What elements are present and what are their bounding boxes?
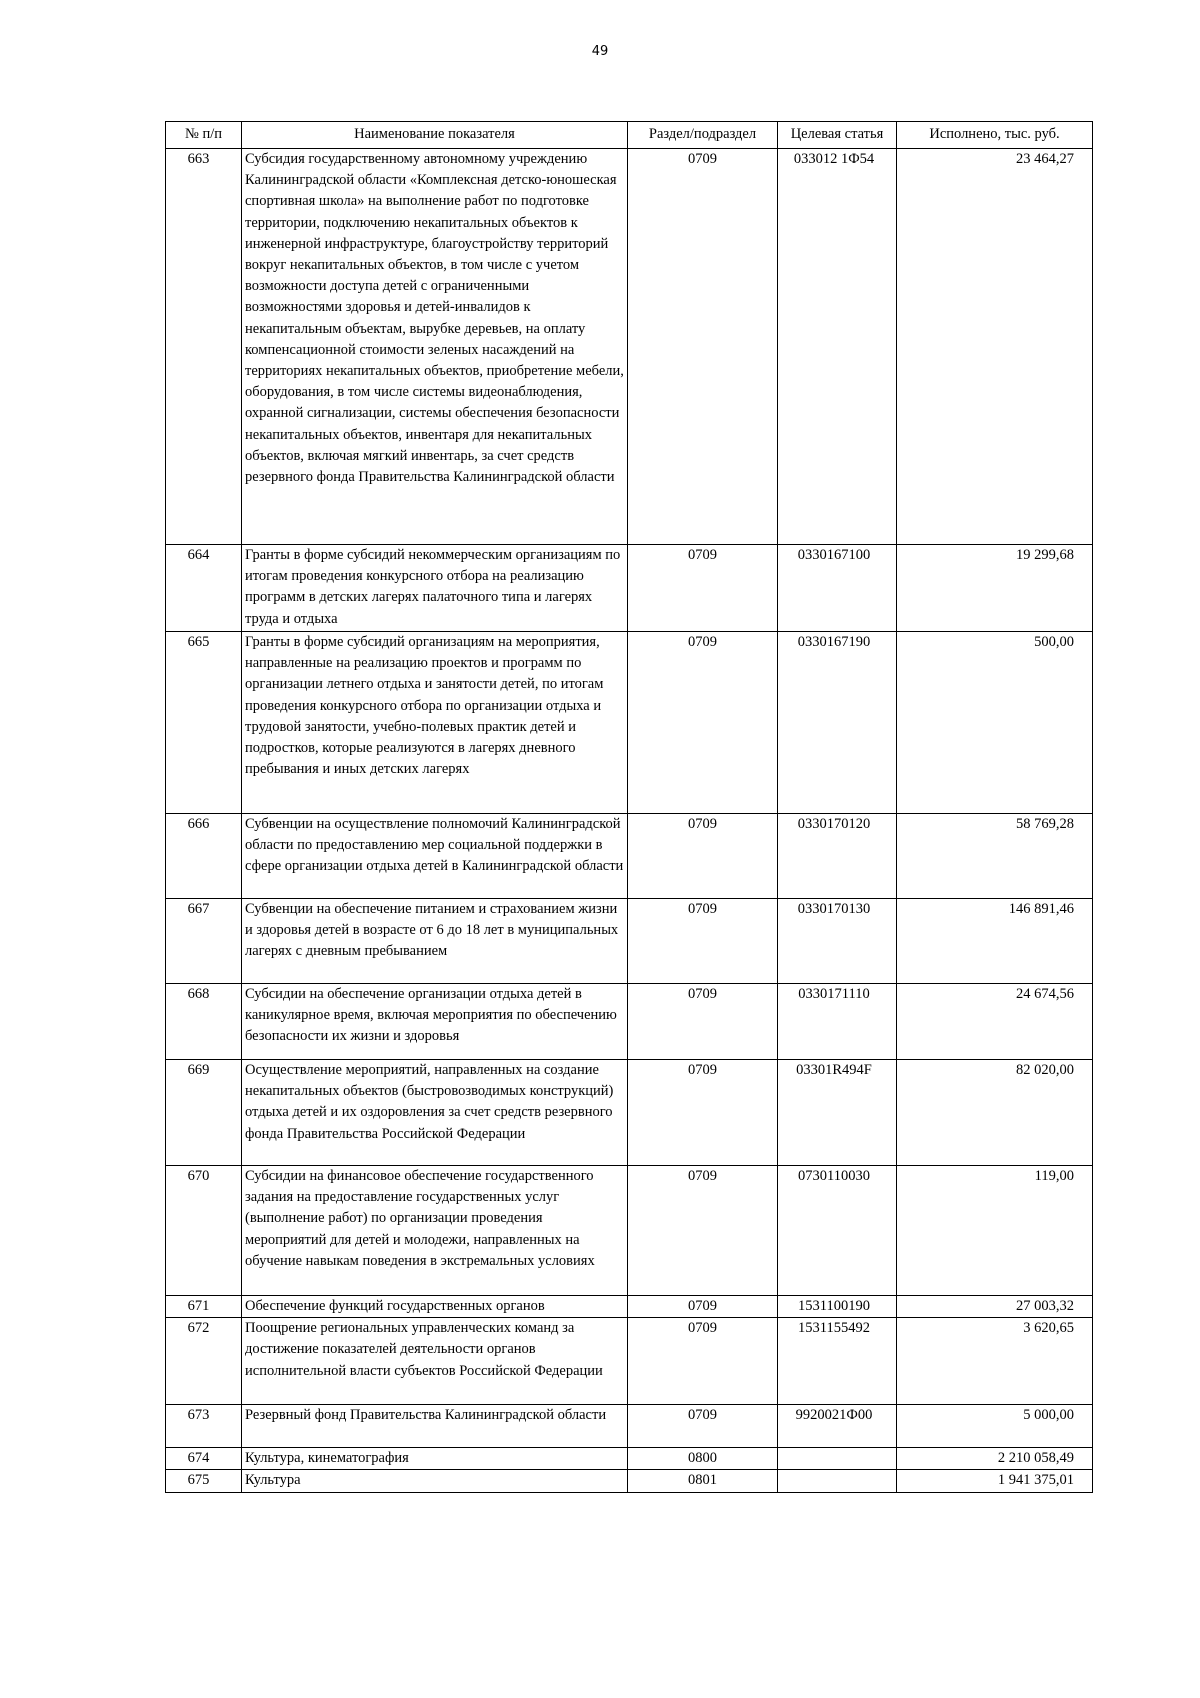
row-section: 0709: [628, 814, 778, 899]
table-row: [166, 1166, 1093, 1296]
row-number: 670: [166, 1166, 242, 1296]
row-number: 665: [166, 632, 242, 814]
row-number: 668: [166, 984, 242, 1060]
row-number: 664: [166, 545, 242, 632]
row-number: 671: [166, 1296, 242, 1318]
row-name: Резервный фонд Правительства Калининградской области: [242, 1405, 628, 1448]
row-target: 0330167190: [778, 632, 897, 814]
row-number: 666: [166, 814, 242, 899]
row-amount: 119,00: [897, 1166, 1093, 1296]
row-amount: 146 891,46: [897, 899, 1093, 984]
table-row: [166, 814, 1093, 899]
row-name: Субсидия государственному автономному учреждению Калининградской области «Комплексная детско-юношеская спортивная школа» на выполнение работ по подготовке территории, подключению некапитальных объектов к инженерной инфраструктуре, благоустройству территорий вокруг некапитальных объектов, в том числе с учетом возможности доступа детей с ограниченными возможностями здоровья и детей-инвалидов к некапитальным объектам, вырубке деревьев, на оплату компенсационной стоимости зеленых насаждений на территориях некапитальных объектов, приобретение мебели, оборудования, в том числе системы видеонаблюдения, охранной сигнализации, системы обеспечения безопасности некапитальных объектов, инвентаря для некапитальных объектов, включая мягкий инвентарь, за счет средств резервного фонда Правительства Калининградской области: [242, 149, 628, 545]
row-section: 0801: [628, 1470, 778, 1492]
row-name: Осуществление мероприятий, направленных на создание некапитальных объектов (быстровозводимых конструкций) отдыха детей и их оздоровления за счет средств резервного фонда Правительства Российской Федерации: [242, 1060, 628, 1166]
row-target: 0330171110: [778, 984, 897, 1060]
row-target: 033012 1Ф54: [778, 149, 897, 545]
row-section: 0709: [628, 149, 778, 545]
row-target: 1531100190: [778, 1296, 897, 1318]
row-target: 9920021Ф00: [778, 1405, 897, 1448]
table-row: [166, 1318, 1093, 1405]
row-section: 0709: [628, 899, 778, 984]
page-number: 49: [591, 44, 609, 59]
row-name: Поощрение региональных управленческих команд за достижение показателей деятельности органов исполнительной власти субъектов Российской Федерации: [242, 1318, 628, 1405]
row-target: 0330170120: [778, 814, 897, 899]
table-header: [166, 122, 1093, 149]
table-row: [166, 632, 1093, 814]
row-name: Субсидии на обеспечение организации отдыха детей в каникулярное время, включая мероприятия по обеспечению безопасности их жизни и здоровья: [242, 984, 628, 1060]
row-name: Культура, кинематография: [242, 1448, 628, 1470]
row-target: [778, 1470, 897, 1492]
row-target: [778, 1448, 897, 1470]
row-name: Культура: [242, 1470, 628, 1492]
table-row: [166, 1448, 1093, 1470]
budget-table: [165, 121, 1093, 1493]
row-number: 674: [166, 1448, 242, 1470]
header-num: № п/п: [166, 122, 242, 149]
row-amount: 27 003,32: [897, 1296, 1093, 1318]
row-section: 0709: [628, 1296, 778, 1318]
header-row: [166, 122, 1093, 149]
row-number: 675: [166, 1470, 242, 1492]
row-section: 0709: [628, 984, 778, 1060]
table-row: [166, 149, 1093, 545]
row-amount: 500,00: [897, 632, 1093, 814]
row-name: Субвенции на осуществление полномочий Калининградской области по предоставлению мер социальной поддержки в сфере организации отдыха детей в Калининградской области: [242, 814, 628, 899]
row-target: 1531155492: [778, 1318, 897, 1405]
row-number: 673: [166, 1405, 242, 1448]
table-row: [166, 1405, 1093, 1448]
row-name: Гранты в форме субсидий некоммерческим организациям по итогам проведения конкурсного отбора на реализацию программ в детских лагерях палаточного типа и лагерях труда и отдыха: [242, 545, 628, 632]
row-target: 0330167100: [778, 545, 897, 632]
table-row: [166, 1296, 1093, 1318]
table-row: [166, 899, 1093, 984]
table-row: [166, 1060, 1093, 1166]
row-number: 669: [166, 1060, 242, 1166]
row-number: 667: [166, 899, 242, 984]
header-name: Наименование показателя: [242, 122, 628, 149]
row-target: 03301R494F: [778, 1060, 897, 1166]
row-amount: 23 464,27: [897, 149, 1093, 545]
row-amount: 58 769,28: [897, 814, 1093, 899]
table-row: [166, 545, 1093, 632]
row-section: 0709: [628, 1060, 778, 1166]
row-section: 0709: [628, 1405, 778, 1448]
row-section: 0709: [628, 1318, 778, 1405]
table-body: [166, 149, 1093, 1493]
table-row: [166, 984, 1093, 1060]
row-section: 0709: [628, 1166, 778, 1296]
row-amount: 5 000,00: [897, 1405, 1093, 1448]
row-target: 0730110030: [778, 1166, 897, 1296]
row-name: Обеспечение функций государственных органов: [242, 1296, 628, 1318]
row-amount: 2 210 058,49: [897, 1448, 1093, 1470]
header-section: Раздел/подраздел: [628, 122, 778, 149]
header-amount: Исполнено, тыс. руб.: [897, 122, 1093, 149]
row-amount: 24 674,56: [897, 984, 1093, 1060]
row-section: 0709: [628, 632, 778, 814]
table-row: [166, 1470, 1093, 1492]
row-amount: 1 941 375,01: [897, 1470, 1093, 1492]
row-section: 0709: [628, 545, 778, 632]
row-number: 663: [166, 149, 242, 545]
header-target: Целевая статья: [778, 122, 897, 149]
row-name: Гранты в форме субсидий организациям на мероприятия, направленные на реализацию проектов и программ по организации летнего отдыха и занятости детей, по итогам проведения конкурсного отбора по организации отдыха и трудовой занятости, учебно-полевых практик детей и подростков, которые реализуются в лагерях дневного пребывания и иных детских лагерях: [242, 632, 628, 814]
row-section: 0800: [628, 1448, 778, 1470]
row-name: Субсидии на финансовое обеспечение государственного задания на предоставление государственных услуг (выполнение работ) по организации проведения мероприятий для детей и молодежи, направленных на обучение навыкам поведения в экстремальных условиях: [242, 1166, 628, 1296]
row-amount: 82 020,00: [897, 1060, 1093, 1166]
row-amount: 19 299,68: [897, 545, 1093, 632]
row-name: Субвенции на обеспечение питанием и страхованием жизни и здоровья детей в возрасте от 6 до 18 лет в муниципальных лагерях с дневным пребыванием: [242, 899, 628, 984]
row-amount: 3 620,65: [897, 1318, 1093, 1405]
row-number: 672: [166, 1318, 242, 1405]
row-target: 0330170130: [778, 899, 897, 984]
